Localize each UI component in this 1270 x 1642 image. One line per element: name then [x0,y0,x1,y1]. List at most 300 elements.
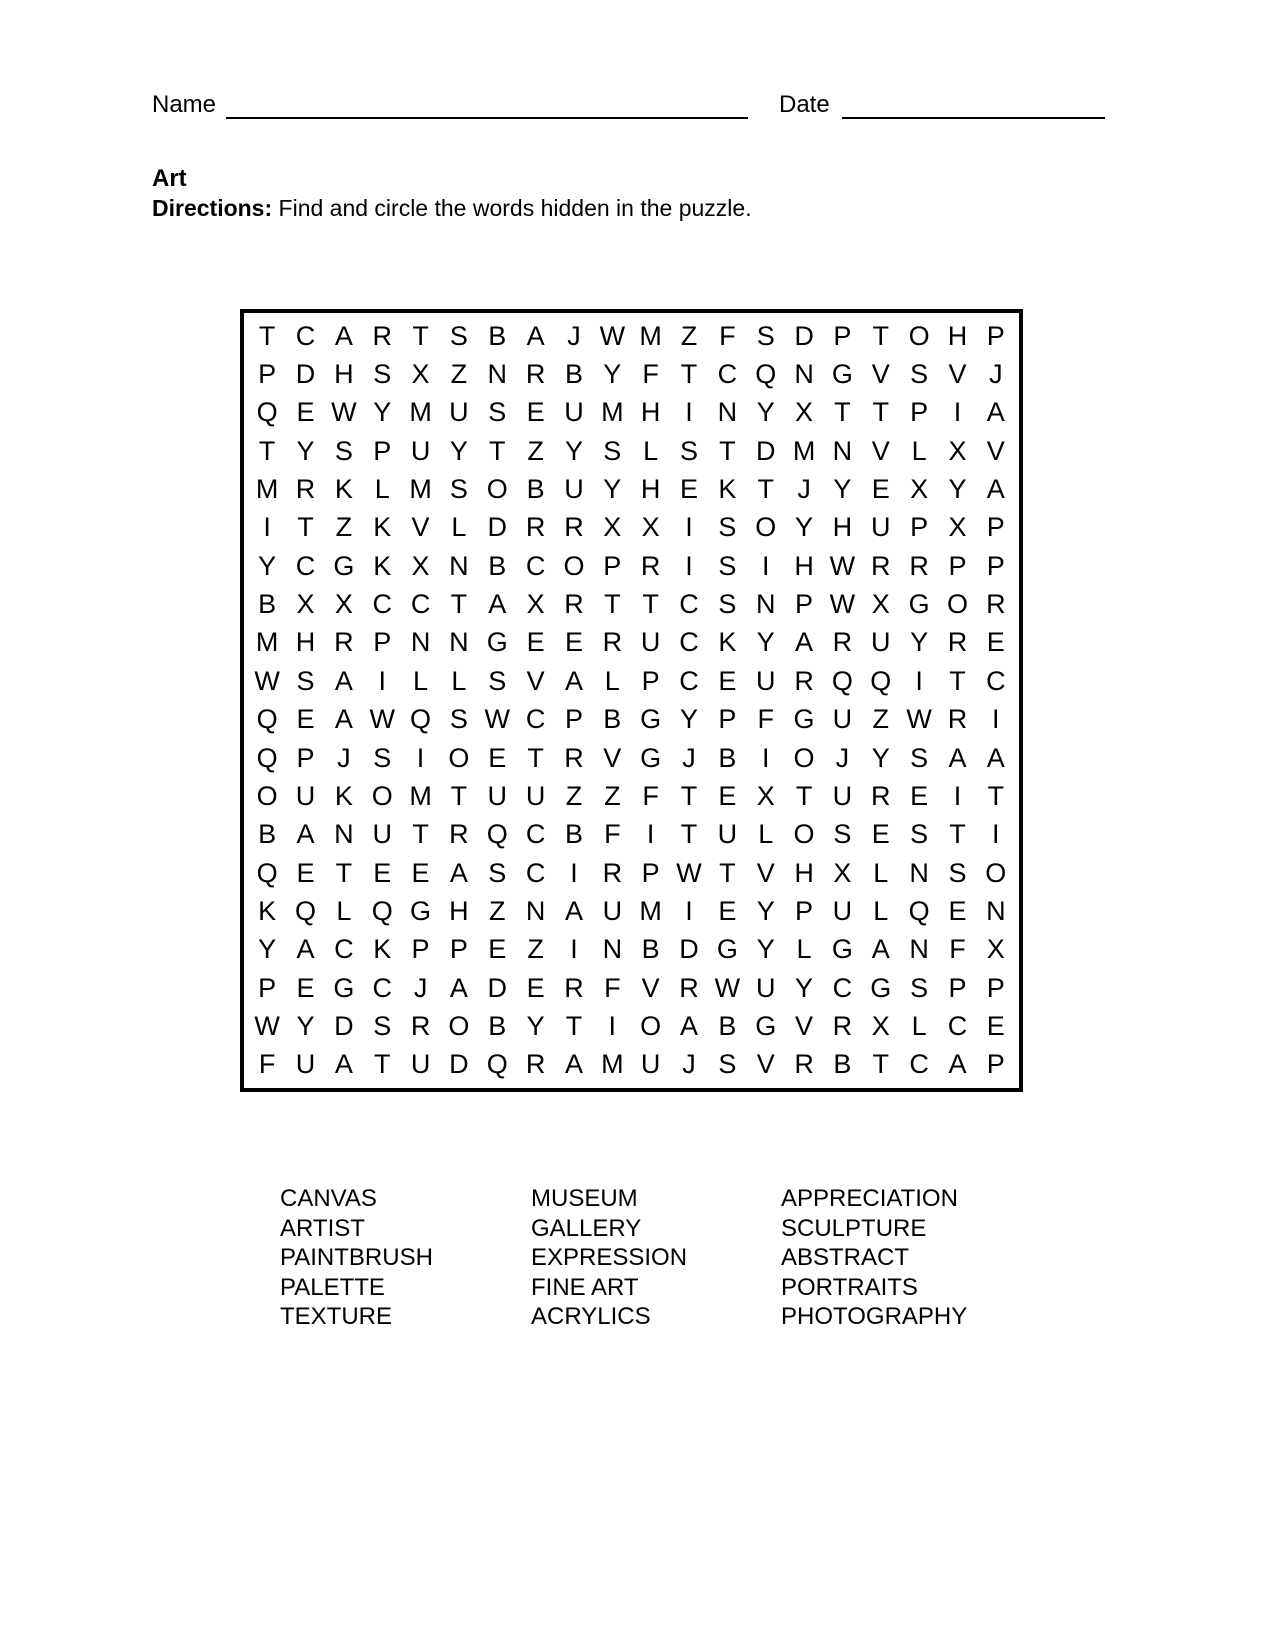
grid-cell[interactable]: P [986,972,1005,1003]
grid-cell[interactable]: E [871,474,890,505]
grid-cell[interactable]: T [834,397,851,428]
grid-cell[interactable]: E [411,857,430,888]
grid-cell[interactable]: B [603,704,622,735]
grid-cell[interactable]: N [449,627,469,658]
grid-cell[interactable]: W [906,704,932,735]
grid-cell[interactable]: W [254,665,280,696]
grid-cell[interactable]: Q [256,704,278,735]
grid-cell[interactable]: U [640,1049,661,1080]
grid-cell[interactable]: D [487,512,508,543]
grid-cell[interactable]: A [948,742,967,773]
grid-cell[interactable]: F [949,934,966,965]
grid-cell[interactable]: P [948,972,967,1003]
grid-cell[interactable]: J [337,742,351,773]
grid-cell[interactable]: R [372,320,392,351]
grid-cell[interactable]: C [525,819,546,850]
grid-cell[interactable]: T [680,819,698,850]
grid-cell[interactable]: H [640,474,661,505]
grid-cell[interactable]: I [685,895,693,926]
grid-cell[interactable]: M [255,627,279,658]
grid-cell[interactable]: P [910,512,929,543]
grid-cell[interactable]: S [680,435,699,466]
grid-cell[interactable]: X [871,1010,890,1041]
grid-cell[interactable]: A [296,819,315,850]
grid-cell[interactable]: F [719,320,736,351]
grid-cell[interactable]: D [334,1010,354,1041]
grid-cell[interactable]: Y [526,1010,545,1041]
grid-cell[interactable]: B [258,589,277,620]
grid-cell[interactable]: N [449,550,469,581]
grid-cell[interactable]: T [872,1049,890,1080]
grid-cell[interactable]: P [795,589,814,620]
grid-cell[interactable]: I [915,665,923,696]
grid-cell[interactable]: P [986,512,1005,543]
grid-cell[interactable]: O [640,1010,662,1041]
grid-cell[interactable]: S [948,857,967,888]
grid-cell[interactable]: P [373,435,392,466]
grid-cell[interactable]: C [832,972,853,1003]
grid-cell[interactable]: I [761,550,770,581]
grid-cell[interactable]: M [639,320,662,351]
grid-cell[interactable]: R [564,512,584,543]
grid-cell[interactable]: E [948,895,967,926]
grid-cell[interactable]: H [832,512,853,543]
grid-cell[interactable]: H [947,320,968,351]
grid-cell[interactable]: E [718,665,737,696]
grid-cell[interactable]: A [986,474,1005,505]
grid-cell[interactable]: O [448,1010,470,1041]
grid-cell[interactable]: T [987,780,1005,811]
grid-cell[interactable]: R [602,857,623,888]
grid-cell[interactable]: R [564,589,584,620]
grid-cell[interactable]: P [641,857,660,888]
grid-cell[interactable]: U [832,704,853,735]
grid-cell[interactable]: E [680,474,699,505]
grid-cell[interactable]: W [599,320,626,351]
grid-cell[interactable]: C [525,550,546,581]
grid-cell[interactable]: E [296,972,315,1003]
grid-cell[interactable]: Q [486,1049,508,1080]
grid-cell[interactable]: A [795,627,814,658]
grid-cell[interactable]: E [526,397,545,428]
grid-cell[interactable]: U [372,819,392,850]
grid-cell[interactable]: L [451,665,467,696]
grid-cell[interactable]: N [909,934,929,965]
grid-cell[interactable]: W [714,972,741,1003]
grid-cell[interactable]: Z [450,359,468,390]
grid-cell[interactable]: V [948,359,967,390]
grid-cell[interactable]: C [334,934,354,965]
grid-cell[interactable]: S [718,1049,737,1080]
grid-cell[interactable]: S [910,359,929,390]
grid-cell[interactable]: H [334,359,354,390]
grid-cell[interactable]: R [871,780,891,811]
grid-cell[interactable]: X [948,435,967,466]
grid-cell[interactable]: Y [756,934,775,965]
grid-cell[interactable]: S [449,474,468,505]
grid-cell[interactable]: I [646,819,655,850]
grid-cell[interactable]: L [374,474,390,505]
grid-cell[interactable]: P [986,550,1005,581]
grid-cell[interactable]: S [488,397,507,428]
grid-cell[interactable]: J [682,1049,696,1080]
grid-cell[interactable]: V [603,742,622,773]
grid-cell[interactable]: D [794,320,814,351]
grid-cell[interactable]: Y [296,435,315,466]
grid-cell[interactable]: B [641,934,660,965]
grid-cell[interactable]: A [986,397,1005,428]
grid-cell[interactable]: E [986,1010,1005,1041]
grid-cell[interactable]: H [640,397,661,428]
grid-cell[interactable]: G [870,972,892,1003]
grid-cell[interactable]: T [872,397,890,428]
grid-cell[interactable]: A [526,320,545,351]
grid-cell[interactable]: I [953,780,962,811]
grid-cell[interactable]: G [755,1010,777,1041]
grid-cell[interactable]: R [794,1049,814,1080]
grid-cell[interactable]: C [717,359,738,390]
grid-cell[interactable]: Q [371,895,393,926]
grid-cell[interactable]: I [570,857,578,888]
grid-cell[interactable]: S [756,320,775,351]
grid-cell[interactable]: B [718,1010,737,1041]
grid-cell[interactable]: B [833,1049,852,1080]
grid-cell[interactable]: O [946,589,968,620]
grid-cell[interactable]: Y [603,474,622,505]
grid-cell[interactable]: Z [489,895,506,926]
grid-cell[interactable]: R [832,1010,853,1041]
grid-cell[interactable]: C [525,704,546,735]
grid-cell[interactable]: V [986,435,1005,466]
grid-cell[interactable]: Z [527,934,544,965]
grid-cell[interactable]: W [254,1010,280,1041]
grid-cell[interactable]: O [793,819,815,850]
grid-cell[interactable]: Q [256,397,278,428]
grid-cell[interactable]: K [718,627,737,658]
grid-cell[interactable]: N [794,359,814,390]
grid-cell[interactable]: Y [258,550,277,581]
grid-cell[interactable]: F [642,359,659,390]
grid-cell[interactable]: E [526,972,545,1003]
grid-cell[interactable]: Y [373,397,392,428]
grid-cell[interactable]: K [334,474,353,505]
grid-cell[interactable]: L [758,819,774,850]
grid-cell[interactable]: T [258,435,276,466]
grid-cell[interactable]: B [488,1010,507,1041]
grid-cell[interactable]: Z [604,780,621,811]
grid-cell[interactable]: K [373,512,392,543]
grid-cell[interactable]: L [873,857,889,888]
grid-cell[interactable]: Y [564,435,583,466]
grid-cell[interactable]: K [334,780,353,811]
grid-cell[interactable]: S [488,857,507,888]
grid-cell[interactable]: A [871,934,890,965]
grid-cell[interactable]: P [258,972,277,1003]
grid-cell[interactable]: O [755,512,777,543]
grid-cell[interactable]: A [680,1010,699,1041]
grid-cell[interactable]: X [411,550,430,581]
grid-cell[interactable]: M [639,895,662,926]
grid-cell[interactable]: P [948,550,967,581]
grid-cell[interactable]: G [716,934,738,965]
grid-cell[interactable]: N [487,359,508,390]
grid-cell[interactable]: V [756,857,775,888]
grid-cell[interactable]: Z [527,435,544,466]
grid-cell[interactable]: W [829,550,856,581]
grid-cell[interactable]: V [871,435,890,466]
grid-cell[interactable]: R [947,704,968,735]
grid-cell[interactable]: P [296,742,315,773]
grid-cell[interactable]: G [486,627,508,658]
grid-cell[interactable]: R [679,972,699,1003]
grid-cell[interactable]: W [331,397,357,428]
grid-cell[interactable]: A [986,742,1005,773]
grid-cell[interactable]: H [794,550,814,581]
grid-cell[interactable]: I [761,742,770,773]
grid-cell[interactable]: I [263,512,271,543]
grid-cell[interactable]: P [564,704,583,735]
grid-cell[interactable]: J [682,742,696,773]
grid-cell[interactable]: L [873,895,889,926]
grid-cell[interactable]: Q [410,704,432,735]
grid-cell[interactable]: T [489,435,506,466]
grid-cell[interactable]: Z [872,704,890,735]
grid-cell[interactable]: N [717,397,738,428]
grid-cell[interactable]: Y [258,934,277,965]
grid-cell[interactable]: Q [870,665,892,696]
grid-cell[interactable]: T [680,780,698,811]
grid-cell[interactable]: G [333,972,355,1003]
grid-cell[interactable]: Y [756,627,775,658]
grid-cell[interactable]: A [334,320,353,351]
grid-cell[interactable]: T [949,665,966,696]
grid-cell[interactable]: R [871,550,891,581]
grid-cell[interactable]: U [640,627,661,658]
grid-cell[interactable]: T [719,435,736,466]
grid-cell[interactable]: J [797,474,811,505]
grid-cell[interactable]: L [911,435,927,466]
grid-cell[interactable]: R [640,550,661,581]
grid-cell[interactable]: E [373,857,392,888]
grid-cell[interactable]: M [409,397,432,428]
grid-cell[interactable]: A [564,1049,583,1080]
grid-cell[interactable]: S [718,512,737,543]
grid-cell[interactable]: Q [256,742,278,773]
grid-cell[interactable]: U [295,780,316,811]
grid-cell[interactable]: O [371,780,393,811]
grid-cell[interactable]: D [487,972,508,1003]
grid-cell[interactable]: S [718,550,737,581]
grid-cell[interactable]: I [685,550,693,581]
grid-cell[interactable]: V [411,512,430,543]
grid-cell[interactable]: C [986,665,1006,696]
grid-cell[interactable]: B [488,550,507,581]
grid-cell[interactable]: I [953,397,962,428]
grid-cell[interactable]: R [832,627,853,658]
grid-cell[interactable]: A [449,972,468,1003]
grid-cell[interactable]: Z [680,320,698,351]
grid-cell[interactable]: Y [296,1010,315,1041]
grid-cell[interactable]: O [985,857,1007,888]
grid-cell[interactable]: S [373,359,392,390]
grid-cell[interactable]: E [564,627,583,658]
grid-cell[interactable]: H [794,857,814,888]
grid-cell[interactable]: J [989,359,1003,390]
grid-cell[interactable]: V [871,359,890,390]
grid-cell[interactable]: Q [295,895,317,926]
grid-cell[interactable]: A [449,857,468,888]
grid-cell[interactable]: W [829,589,856,620]
grid-cell[interactable]: T [757,474,774,505]
grid-cell[interactable]: Z [565,780,583,811]
grid-cell[interactable]: E [910,780,929,811]
grid-cell[interactable]: M [409,780,432,811]
grid-cell[interactable]: U [410,435,431,466]
grid-cell[interactable]: A [334,704,353,735]
grid-cell[interactable]: C [372,972,392,1003]
grid-cell[interactable]: L [336,895,352,926]
grid-cell[interactable]: E [871,819,890,850]
grid-cell[interactable]: U [410,1049,431,1080]
grid-cell[interactable]: I [992,704,1000,735]
grid-cell[interactable]: X [871,589,890,620]
grid-cell[interactable]: A [296,934,315,965]
grid-cell[interactable]: N [525,895,546,926]
grid-cell[interactable]: U [755,972,776,1003]
grid-cell[interactable]: O [563,550,585,581]
grid-cell[interactable]: C [909,1049,929,1080]
grid-cell[interactable]: X [641,512,660,543]
grid-cell[interactable]: E [296,857,315,888]
grid-cell[interactable]: R [449,819,469,850]
grid-cell[interactable]: C [947,1010,968,1041]
grid-cell[interactable]: W [484,704,510,735]
grid-cell[interactable]: G [831,359,853,390]
grid-cell[interactable]: D [295,359,316,390]
grid-cell[interactable]: D [449,1049,469,1080]
grid-cell[interactable]: Q [486,819,508,850]
grid-cell[interactable]: C [679,589,699,620]
grid-cell[interactable]: B [258,819,277,850]
grid-cell[interactable]: T [335,857,353,888]
grid-cell[interactable]: A [948,1049,967,1080]
grid-cell[interactable]: A [334,1049,353,1080]
grid-cell[interactable]: Y [910,627,929,658]
grid-cell[interactable]: J [835,742,850,773]
grid-cell[interactable]: T [565,1010,583,1041]
grid-cell[interactable]: J [567,320,581,351]
grid-cell[interactable]: R [525,359,546,390]
grid-cell[interactable]: Y [795,512,814,543]
grid-cell[interactable]: V [526,665,545,696]
grid-cell[interactable]: B [488,320,507,351]
grid-cell[interactable]: P [449,934,468,965]
grid-cell[interactable]: S [603,435,622,466]
grid-cell[interactable]: U [564,397,584,428]
grid-cell[interactable]: R [525,1049,546,1080]
grid-cell[interactable]: U [832,780,853,811]
grid-cell[interactable]: E [296,704,315,735]
grid-cell[interactable]: S [488,665,507,696]
grid-cell[interactable]: R [525,512,546,543]
grid-cell[interactable]: Y [756,397,775,428]
grid-cell[interactable]: E [488,934,507,965]
grid-cell[interactable]: G [831,934,853,965]
grid-cell[interactable]: X [296,589,315,620]
grid-cell[interactable]: R [602,627,623,658]
grid-cell[interactable]: Y [795,972,814,1003]
grid-cell[interactable]: N [986,895,1006,926]
grid-cell[interactable]: M [601,397,624,428]
grid-cell[interactable]: H [449,895,469,926]
grid-cell[interactable]: U [295,1049,316,1080]
grid-cell[interactable]: V [641,972,660,1003]
grid-cell[interactable]: X [986,934,1005,965]
grid-cell[interactable]: Y [603,359,622,390]
grid-cell[interactable]: H [295,627,316,658]
grid-cell[interactable]: U [755,665,776,696]
grid-cell[interactable]: S [833,819,852,850]
grid-cell[interactable]: E [986,627,1005,658]
grid-cell[interactable]: I [608,1010,617,1041]
grid-cell[interactable]: M [792,435,816,466]
grid-cell[interactable]: Y [833,474,852,505]
grid-cell[interactable]: N [832,435,853,466]
grid-cell[interactable]: S [373,742,392,773]
grid-cell[interactable]: Q [831,665,853,696]
grid-cell[interactable]: B [718,742,737,773]
grid-cell[interactable]: A [334,665,353,696]
grid-cell[interactable]: S [910,819,929,850]
grid-cell[interactable]: B [564,819,583,850]
grid-cell[interactable]: F [642,780,659,811]
grid-cell[interactable]: C [295,320,316,351]
grid-cell[interactable]: O [908,320,930,351]
grid-cell[interactable]: P [603,550,622,581]
grid-cell[interactable]: W [369,704,395,735]
grid-cell[interactable]: R [334,627,354,658]
grid-cell[interactable]: T [373,1049,391,1080]
grid-cell[interactable]: T [949,819,966,850]
grid-cell[interactable]: X [526,589,545,620]
grid-cell[interactable]: P [986,320,1005,351]
grid-cell[interactable]: P [986,1049,1005,1080]
grid-cell[interactable]: I [416,742,425,773]
grid-cell[interactable]: Q [755,359,777,390]
grid-cell[interactable]: P [411,934,430,965]
grid-cell[interactable]: O [793,742,815,773]
grid-cell[interactable]: S [910,972,929,1003]
grid-cell[interactable]: T [795,780,813,811]
grid-cell[interactable]: I [992,819,1000,850]
grid-cell[interactable]: X [756,780,775,811]
grid-cell[interactable]: T [297,512,314,543]
grid-cell[interactable]: X [948,512,967,543]
grid-cell[interactable]: P [910,397,929,428]
grid-cell[interactable]: N [755,589,776,620]
grid-cell[interactable]: C [679,665,699,696]
date-line[interactable] [842,117,1105,119]
grid-cell[interactable]: B [526,474,545,505]
grid-cell[interactable]: Y [756,895,775,926]
grid-cell[interactable]: E [718,895,737,926]
grid-cell[interactable]: U [871,512,891,543]
grid-cell[interactable]: S [373,1010,392,1041]
grid-cell[interactable]: U [487,780,508,811]
grid-cell[interactable]: V [756,1049,775,1080]
grid-cell[interactable]: S [718,589,737,620]
grid-cell[interactable]: G [908,589,930,620]
